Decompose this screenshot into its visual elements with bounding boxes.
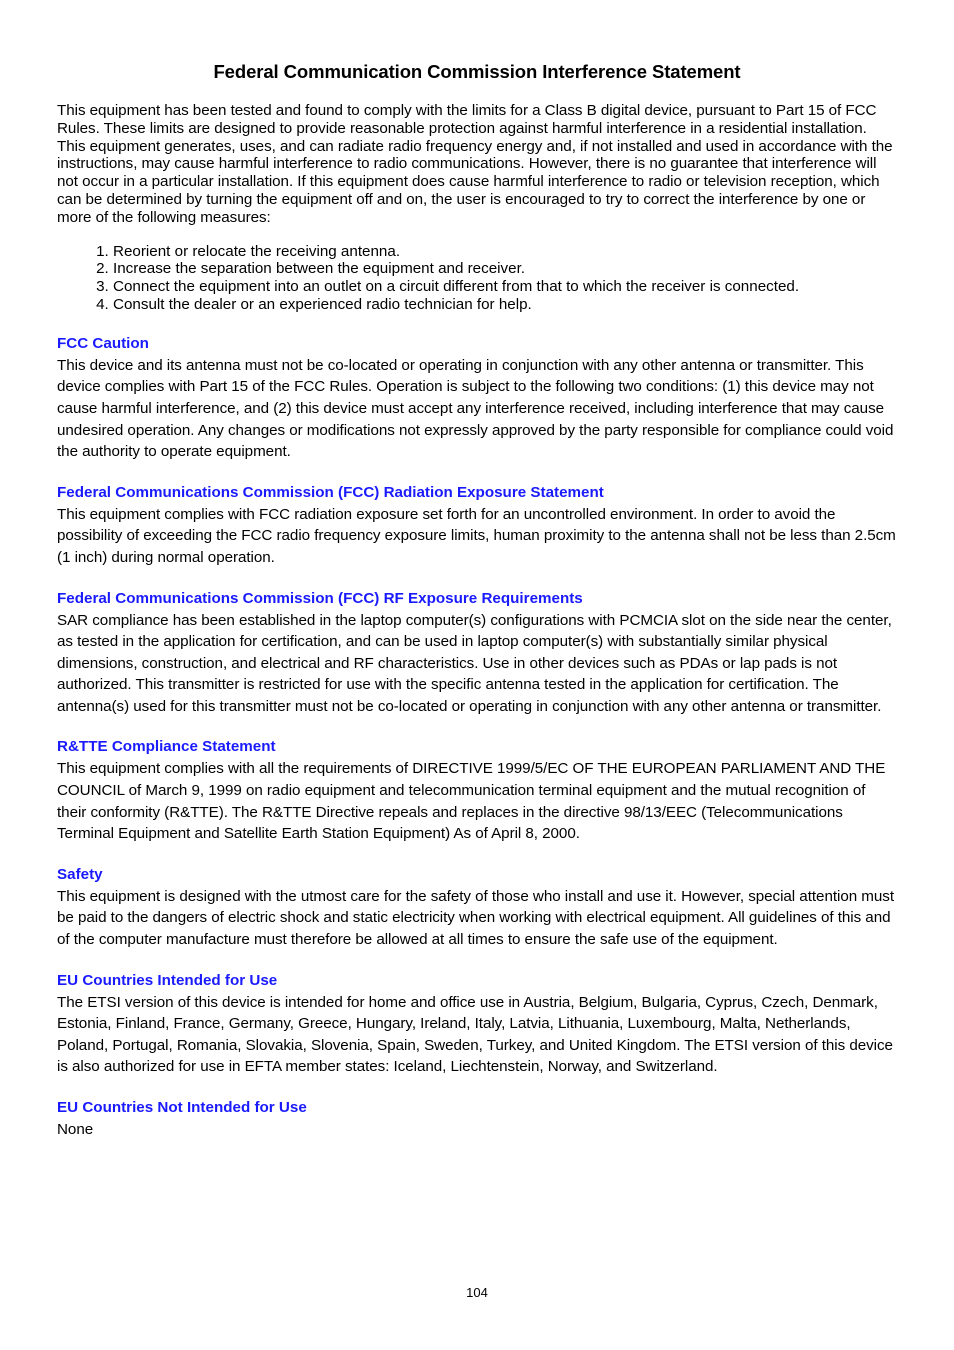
section-body: This device and its antenna must not be co-located or operating in conjunction with any other antenna or transmitter. This device complies with Part 15 of the FCC Rules. Operation is subject to the following two conditions: (1) this device may not cause harmful interference, and (2) this device must accept any interference received, including interference that may cause undesired operation. Any changes or modifications not expressly approved by the party responsible for compliance could void the authority to operate equipment. xyxy=(57,356,894,461)
section-heading: Safety xyxy=(57,865,103,883)
section-heading: Federal Communications Commission (FCC) Radiation Exposure Statement xyxy=(57,483,604,501)
list-item: 2. Increase the separation between the equipment and receiver. xyxy=(113,260,897,278)
list-item: 1. Reorient or relocate the receiving antenna. xyxy=(113,243,897,261)
section-body: This equipment complies with FCC radiation exposure set forth for an uncontrolled environment. In order to avoid the possibility of exceeding the FCC radio frequency exposure limits, human proximity to the antenna shall not be less than 2.5cm (1 inch) during normal operation. xyxy=(57,505,896,566)
section-fcc-caution xyxy=(57,333,897,463)
section-heading: Federal Communications Commission (FCC) RF Exposure Requirements xyxy=(57,589,583,607)
measures-list xyxy=(57,243,897,314)
section-body: This equipment is designed with the utmost care for the safety of those who install and use it. However, special attention must be paid to the dangers of electric shock and static electricity when working with electrical equipment. All guidelines of this and of the computer manufacture must therefore be allowed at all times to ensure the safe use of the equipment. xyxy=(57,887,895,949)
section-eu-not-intended xyxy=(57,1097,897,1141)
section-eu-intended xyxy=(57,970,897,1078)
section-heading: EU Countries Intended for Use xyxy=(57,971,278,989)
section-heading: FCC Caution xyxy=(57,334,149,352)
list-item: 3. Connect the equipment into an outlet on a circuit different from that to which the receiver is connected. xyxy=(113,278,897,296)
section-heading: R&TTE Compliance Statement xyxy=(57,738,276,756)
section-safety xyxy=(57,864,897,951)
section-heading: EU Countries Not Intended for Use xyxy=(57,1099,307,1117)
section-body: This equipment complies with all the requirements of DIRECTIVE 1999/5/EC OF THE EUROPEAN PARLIAMENT AND THE COUNCIL of March 9, 1999 on radio equipment and telecommunication terminal equipment and the mutual recognition of their conformity (R&TTE). The R&TTE Directive repeals and replaces in the directive 98/13/EEC (Telecommunications Terminal Equipment and Satellite Earth Station Equipment) As of April 8, 2000. xyxy=(57,760,886,843)
page-number: 104 xyxy=(466,1285,488,1300)
document-page xyxy=(57,58,897,1141)
section-radiation-exposure xyxy=(57,482,897,569)
section-rf-exposure xyxy=(57,588,897,718)
intro-paragraph: This equipment has been tested and found to comply with the limits for a Class B digital device, pursuant to Part 15 of FCC Rules. These limits are designed to provide reasonable protection against harmful interference in a residential installation. This equipment generates, uses, and can radiate radio frequency energy and, if not installed and used in accordance with the instructions, may cause harmful interference to radio communications. However, there is no guarantee that interference will not occur in a particular installation. If this equipment does cause harmful interference to radio or television reception, which can be determined by turning the equipment off and on, the user is encouraged to try to correct the interference by one or more of the following measures: xyxy=(57,102,893,226)
section-body: None xyxy=(57,1121,94,1139)
page-title: Federal Communication Commission Interference Statement xyxy=(213,61,741,82)
section-body: The ETSI version of this device is intended for home and office use in Austria, Belgium, Bulgaria, Cyprus, Czech, Denmark, Estonia, Finland, France, Germany, Greece, Hungary, Ireland, Italy, Latvia, Lithuania, Luxembourg, Malta, Netherlands, Poland, Portugal, Romania, Slovakia, Slovenia, Spain, Sweden, Turkey, and United Kingdom. The ETSI version of this device is also authorized for use in EFTA member states: Iceland, Liechtenstein, Norway, and Switzerland. xyxy=(57,993,893,1076)
section-body: SAR compliance has been established in the laptop computer(s) configurations with PCMCIA slot on the side near the center, as tested in the application for certification, and can be used in laptop computer(s) with substantially similar physical dimensions, construction, and electrical and RF characteristics. Use in other devices such as PDAs or lap pads is not authorized. This transmitter is restricted for use with the specific antenna tested in the application for certification. The antenna(s) used for this transmitter must not be co-located or operating in conjunction with any other antenna or transmitter. xyxy=(57,611,892,715)
list-item: 4. Consult the dealer or an experienced radio technician for help. xyxy=(113,296,897,314)
section-rtte-compliance xyxy=(57,736,897,844)
